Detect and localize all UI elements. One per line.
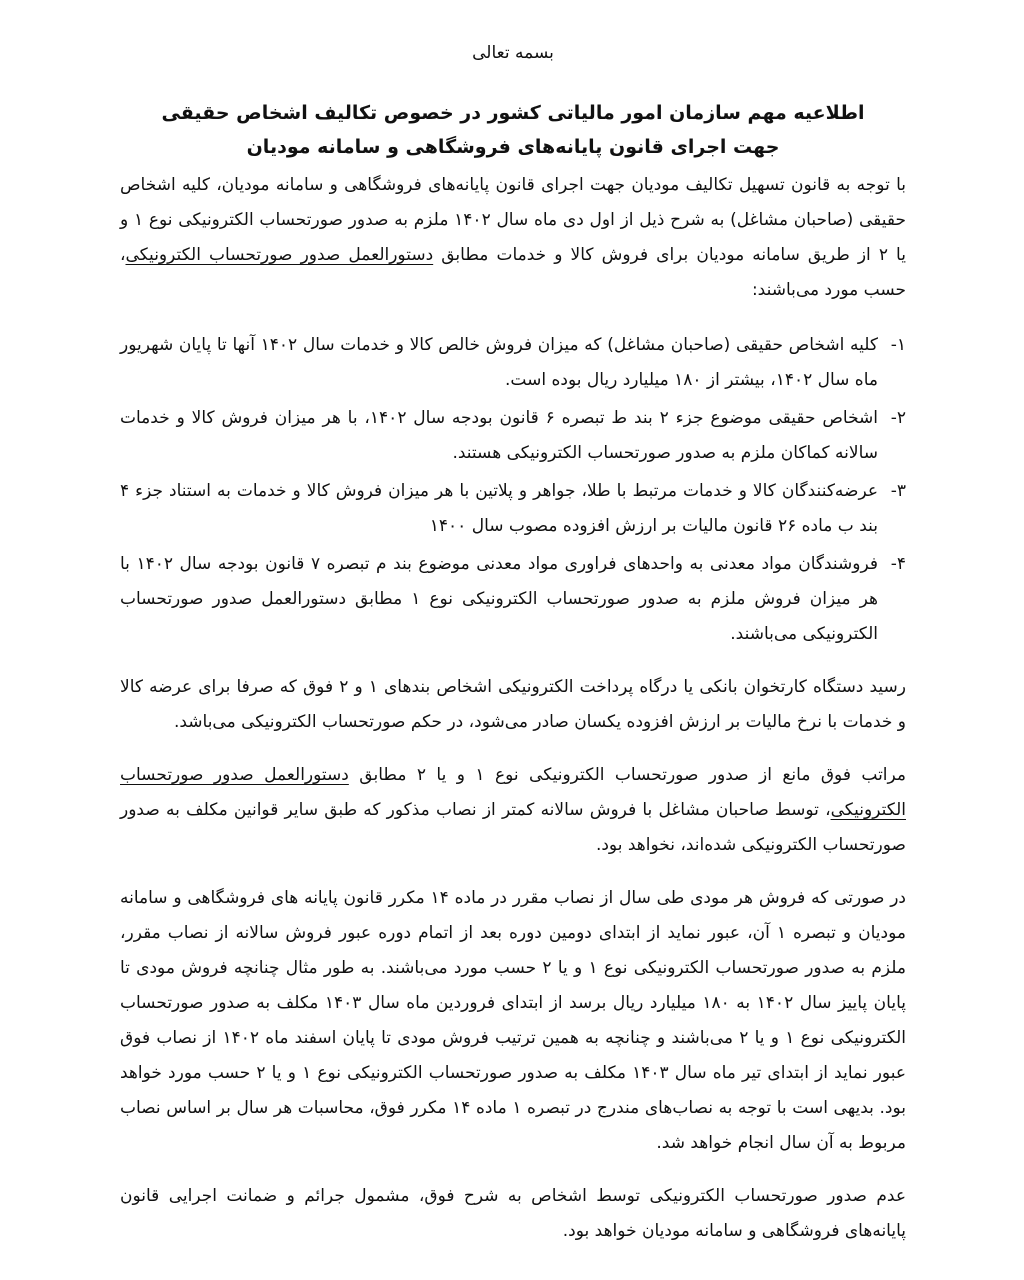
list-item [120, 328, 906, 398]
list-item-text: فروشندگان مواد معدنی به واحدهای فراوری مواد معدنی موضوع بند م تبصره ۷ قانون بودجه سال ۱۴۰۲ با هر میزان فروش ملزم به صدور صورتحساب الکترونیکی نوع ۱ مطابق دستورالعمل صدور صورتحساب الکترونیکی می‌باشند. [120, 554, 878, 644]
instruction-reference-link: دستورالعمل صدور صورتحساب الکترونیکی [120, 765, 906, 820]
list-item-number: ۲- [890, 408, 906, 428]
penalty-paragraph: عدم صدور صورتحساب الکترونیکی توسط اشخاص به شرح فوق، مشمول جرائم و ضمانت اجرایی قانون پایانه‌های فروشگاهی و سامانه مودیان خواهد بود. [120, 1186, 906, 1241]
receipt-paragraph: رسید دستگاه کارتخوان بانکی یا درگاه پرداخت الکترونیکی اشخاص بندهای ۱ و ۲ فوق که صرفا برای عرضه کالا و خدمات با نرخ مالیات بر ارزش افزوده یکسان صادر می‌شود، در حکم صورتحساب الکترونیکی می‌باشد. [120, 677, 906, 732]
list-item-number: ۳- [890, 481, 906, 501]
intro-paragraph [120, 168, 906, 308]
list-item-number: ۴- [890, 554, 906, 574]
title-line-2: جهت اجرای قانون پایانه‌های فروشگاهی و سامانه مودیان [246, 136, 780, 158]
title-line-1: اطلاعیه مهم سازمان امور مالیاتی کشور در خصوص تکالیف اشخاص حقیقی [161, 102, 865, 124]
instruction-reference-link: دستورالعمل صدور صورتحساب الکترونیکی [125, 245, 434, 265]
list-item-text: کلیه اشخاص حقیقی (صاحبان مشاغل) که میزان فروش خالص کالا و خدمات سال ۱۴۰۲ آنها تا پایان شهریور ماه سال ۱۴۰۲، بیشتر از ۱۸۰ میلیارد ریال بوده است. [120, 335, 878, 390]
intro-text-after: ، حسب مورد می‌باشند: [120, 245, 906, 300]
document-title [120, 96, 906, 164]
exemption-text-after: ، توسط صاحبان مشاغل با فروش سالانه کمتر از نصاب مذکور که طبق سایر قوانین مکلف به صدور صورتحساب الکترونیکی شده‌اند، نخواهد بود. [120, 800, 906, 855]
list-item [120, 474, 906, 544]
exemption-text-before: مراتب فوق مانع از صدور صورتحساب الکترونیکی نوع ۱ و یا ۲ مطابق [348, 765, 907, 785]
list-item-text: عرضه‌کنندگان کالا و خدمات مرتبط با طلا، جواهر و پلاتین با هر میزان فروش کالا و خدمات به استناد جزء ۴ بند ب ماده ۲۶ قانون مالیات بر ارزش افزوده مصوب سال ۱۴۰۰ [120, 481, 878, 536]
basmala-heading: بسمه تعالی [472, 43, 554, 63]
list-item [120, 401, 906, 471]
list-item-text: اشخاص حقیقی موضوع جزء ۲ بند ط تبصره ۶ قانون بودجه سال ۱۴۰۲، با هر میزان فروش کالا و خدمات سالانه کماکان ملزم به صدور صورتحساب الکترونیکی هستند. [120, 408, 879, 463]
list-item-number: ۱- [890, 335, 906, 355]
intro-text-before: با توجه به قانون تسهیل تکالیف مودیان جهت اجرای قانون پایانه‌های فروشگاهی و سامانه مودیان، کلیه اشخاص حقیقی (صاحبان مشاغل) به شرح ذیل از اول دی ماه سال ۱۴۰۲ ملزم به صدور صورتحساب الکترونیکی نوع ۱ و یا ۲ از طریق سامانه مودیان برای فروش کالا و خدمات مطابق [120, 175, 907, 265]
exemption-paragraph [120, 758, 906, 863]
list-item [120, 547, 906, 652]
threshold-paragraph: در صورتی که فروش هر مودی طی سال از نصاب مقرر در ماده ۱۴ مکرر قانون پایانه های فروشگاهی و سامانه مودیان و تبصره ۱ آن، عبور نماید از ابتدای دومین دوره بعد از اتمام دوره عبور فروش سالانه از نصاب مقرر، ملزم به صدور صورتحساب الکترونیکی نوع ۱ و یا ۲ حسب مورد می‌باشند. به طور مثال چنانچه فروش مودی تا پایان پاییز سال ۱۴۰۲ به ۱۸۰ میلیارد ریال برسد از ابتدای فروردین ماه سال ۱۴۰۳ مکلف به صدور صورتحساب الکترونیکی نوع ۱ و یا ۲ می‌باشند و چنانچه به همین ترتیب فروش مودی تا پایان اسفند ماه ۱۴۰۲ از نصاب فوق عبور نماید از ابتدای تیر ماه سال ۱۴۰۳ مکلف به صدور صورتحساب الکترونیکی نوع ۱ و یا ۲ حسب مورد خواهد بود. بدیهی است با توجه به نصاب‌های مندرج در تبصره ۱ ماده ۱۴ مکرر فوق، محاسبات هر سال بر اساس نصاب مربوط به آن سال انجام خواهد شد. [120, 888, 907, 1153]
obligated-persons-list [120, 328, 906, 652]
